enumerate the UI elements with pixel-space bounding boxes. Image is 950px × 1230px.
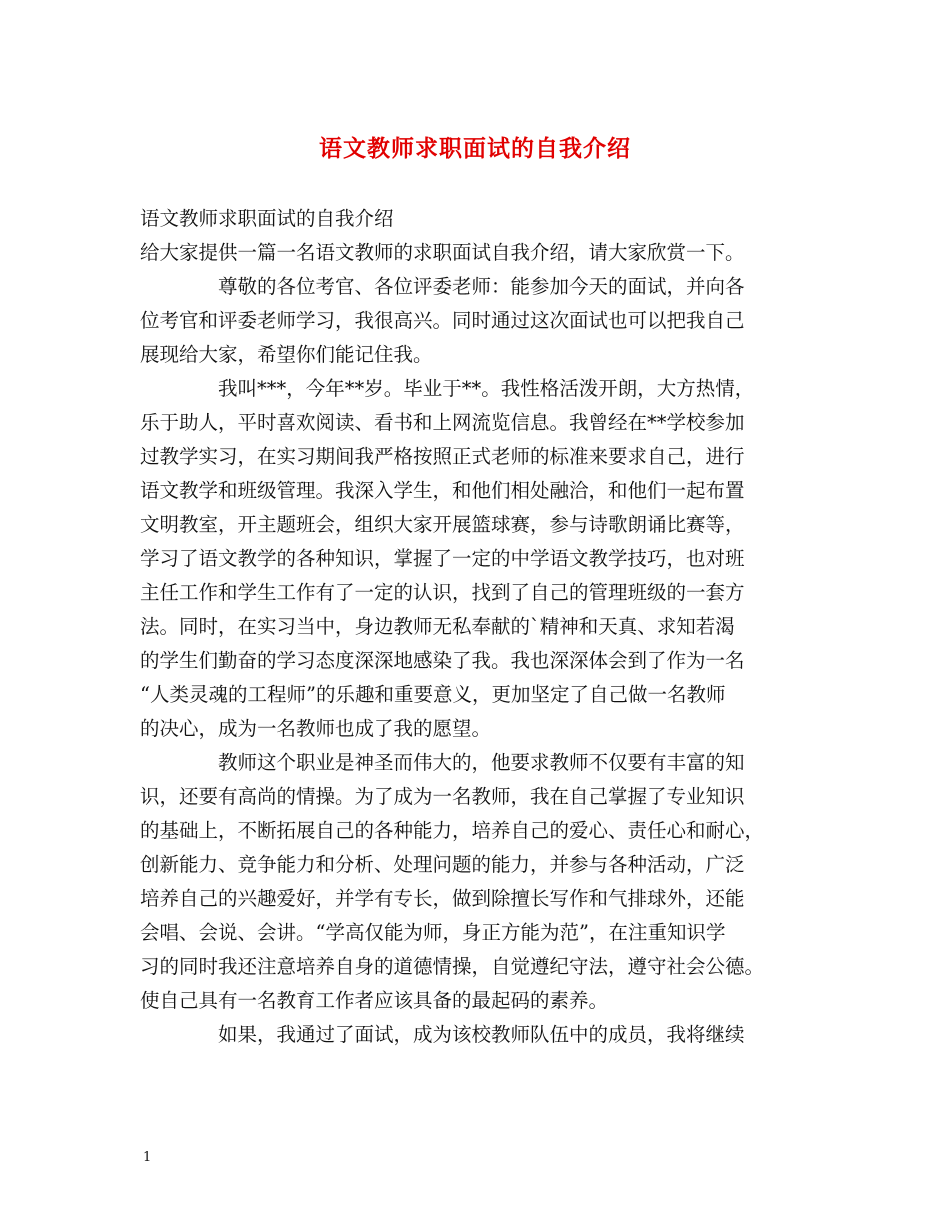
- body-line: 会唱、会说、会讲。“学高仅能为师，身正方能为范”，在注重知识学: [140, 921, 726, 944]
- body-line: 主任工作和学生工作有了一定的认识，找到了自己的管理班级的一套方: [140, 581, 745, 604]
- body-line: “人类灵魂的工程师”的乐趣和重要意义，更加坚定了自己做一名教师: [140, 683, 726, 706]
- body-line: 过教学实习，在实习期间我严格按照正式老师的标准来要求自己，进行: [140, 445, 745, 468]
- body-line: 法。同时，在实习当中，身边教师无私奉献的`精神和天真、求知若渴: [140, 615, 735, 638]
- body-line: 的学生们勤奋的学习态度深深地感染了我。我也深深体会到了作为一名: [140, 649, 745, 672]
- body-line: 如果，我通过了面试，成为该校教师队伍中的成员，我将继续: [218, 1023, 745, 1046]
- body-line: 给大家提供一篇一名语文教师的求职面试自我介绍，请大家欣赏一下。: [140, 241, 745, 264]
- body-line: 语文教师求职面试的自我介绍: [140, 207, 394, 230]
- body-line: 语文教学和班级管理。我深入学生，和他们相处融洽，和他们一起布置: [140, 479, 745, 502]
- body-line: 使自己具有一名教育工作者应该具备的最起码的素养。: [140, 989, 609, 1012]
- body-line: 的基础上，不断拓展自己的各种能力，培养自己的爱心、责任心和耐心，: [140, 819, 765, 842]
- body-line: 我叫***，今年**岁。毕业于**。我性格活泼开朗，大方热情，: [218, 377, 755, 400]
- body-line: 创新能力、竞争能力和分析、处理问题的能力，并参与各种活动，广泛: [140, 853, 745, 876]
- body-line: 尊敬的各位考官、各位评委老师：能参加今天的面试，并向各: [218, 275, 745, 298]
- body-line: 培养自己的兴趣爱好，并学有专长，做到除擅长写作和气排球外，还能: [140, 887, 745, 910]
- body-line: 教师这个职业是神圣而伟大的，他要求教师不仅要有丰富的知: [218, 751, 745, 774]
- document-title: 语文教师求职面试的自我介绍: [319, 135, 631, 162]
- document-body: [140, 202, 830, 1052]
- body-line: 识，还要有高尚的情操。为了成为一名教师，我在自己掌握了专业知识: [140, 785, 745, 808]
- body-line: 的决心，成为一名教师也成了我的愿望。: [140, 717, 492, 740]
- body-line: 乐于助人，平时喜欢阅读、看书和上网流览信息。我曾经在**学校参加: [140, 411, 745, 434]
- body-line: 学习了语文教学的各种知识，掌握了一定的中学语文教学技巧，也对班: [140, 547, 745, 570]
- page-number: 1: [143, 1150, 152, 1165]
- body-line: 习的同时我还注意培养自身的道德情操，自觉遵纪守法，遵守社会公德。: [140, 955, 765, 978]
- body-line: 位考官和评委老师学习，我很高兴。同时通过这次面试也可以把我自己: [140, 309, 745, 332]
- body-line: 展现给大家，希望你们能记住我。: [140, 343, 433, 366]
- body-line: 文明教室，开主题班会，组织大家开展篮球赛，参与诗歌朗诵比赛等，: [140, 513, 745, 536]
